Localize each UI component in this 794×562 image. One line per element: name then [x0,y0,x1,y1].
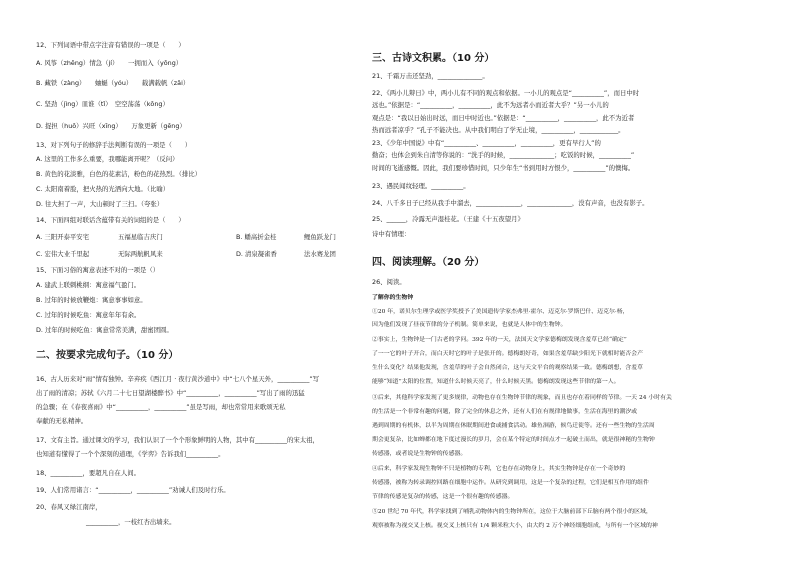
q18: 18、__________，要超凡自在人间。 [36,469,140,477]
q16-line-4: 奉献的无私精神。 [36,417,88,425]
q15-option-b: B. 过年的时候放鞭炮：寓意事事如意。 [36,296,147,304]
q14-option-b: B. 蟠高折金桂 [236,233,277,241]
passage-p3-line-3: 遇到周期的有机体，以半为周期在休眠期间进食或捕食活动。雄鱼洄游，候鸟迁徙等。还有一些生物的生活周 [372,423,655,429]
q20-line-2: __________，一枝红杏出墙来。 [86,518,176,526]
section-4-title: 四、阅读理解。（20 分） [372,257,485,268]
q16-line-2: 出了雨的清凉；苏轼《六月二十七日望湖楼醉书》中“__________，__________”写出了雨的迅猛 [36,389,305,397]
q26: 26、阅读。 [372,278,406,286]
q22-line-1: 22、《两小儿辩日》中，两小儿有不同的观点和依据。一小儿的观点是“__________”，而日中时 [372,89,640,97]
passage-p1-line-1: ①20 年，诺贝尔生理学或医学奖授予了美国遗传学家杰弗里·霍尔、迈克尔·罗斯巴什、迈克尔·杨， [372,309,629,315]
q13-option-b: B. 黄色的花淡雅，白色的花素洁，粉色的花热烈。（排比） [36,170,202,178]
q17-line-1: 17、文有主旨。通过课文的学习，我们认识了一个个形象鲜明的人物，其中有__________的宋太祖， [36,436,319,444]
passage-p1-line-2: 因为他们发现了昼夜节律的分子机制。简单来说，也就是人体中的生物钟。 [372,322,567,328]
passage-p2-line-4: 能够“知道”太阳的位置，知道什么时候天亮了，什么时候天黑。德梅朗发现这些节律的第一人。 [372,379,620,385]
q15-option-c: C. 过年的时候吃鱼：寓意年年有余。 [36,311,141,319]
passage-p3-line-4: 期会更复杂，比如蝉都在地下度过漫长的岁月，会在某个特定的时间点才一起破土而出，就是很神秘的生物钟 [372,437,655,443]
q15-stem: 15、下面习俗的寓意表述不对的一项是（） [36,266,160,274]
q13-option-a: A. 这里的工作多么重要，我哪能离开呢？（反问） [36,155,179,163]
passage-p2-line-2: 了一一它的叶子开合，而白天时它的叶子是张开的。德梅朗好奇，如果含羞草缺少阳光下就相时能否会产 [372,351,643,357]
left-column [36,0,366,562]
q14-option-d: D. 清泉凝雀香 [236,250,277,258]
q13-option-d: D. 往大担了一声，大山顿时了三扫。（夸张） [36,200,164,208]
q12-option-d: D. 捉担（huō）兴旺（xīng） 万象更新（gēng） [36,122,186,130]
q24: 24、八千多日子已经从我手中溜去，______________，______________，没有声音，也没有影子。 [372,199,649,207]
q22-line-7: 时间的飞逝感慨。因此，我们要珍惜时间，只少年生“书到用时方恨少，__________”的懊悔。 [372,164,635,172]
q14-stem: 14、下面四组对联话含蕴带有关的词组的是（ ） [36,216,185,224]
q12-option-b: B. 藏铁（zàng） 蚰蜒（yóu） 载满载帆（zǎi） [36,79,190,87]
q12-stem: 12、下列词语中带点字注音有错误的一项是（ ） [36,41,185,49]
passage-p3-line-2: 的生活是一个非常有趣的问题，除了完全的休息之外，还有人们在有规律地做事，生活在海里的潮汐或 [372,409,638,415]
passage-p4-line-1: ④后来，科学家发现生物钟不只是植物的专利，它也存在动物身上，其实生物钟是存在一个奇妙的 [372,466,626,472]
q17-line-2: 也知道有懂得了一个个深刻的道理，《学弈》告诉我们__________。 [36,450,225,458]
q15-option-d: D. 过年的时候吃鱼：寓意常常美满，甜蜜团圆。 [36,326,173,334]
q12-option-c: C. 坚劲（jìng）皿谁（tǐ） 空空荡荡（kōng） [36,100,169,108]
q23: 23、遇民闻纹轻理。__________。 [372,182,470,190]
q14-option-d-second: 法水赛龙团 [304,250,336,258]
q14-option-a: A. 三阳开泰平安宅 [36,233,90,241]
passage-p4-line-2: 传感器，被称为转录调控回路在细胞中运作。从研究到调用，这是一个复杂的过程，它们是相互作用的组件 [372,480,649,486]
passage-p5-line-1: ⑤20 世纪 70 年代，科学家找到了哺乳动物体内的生物钟所在，这位于大脑前部下丘脑有两个很小的区域， [372,509,652,515]
q22-line-5: 23、《少年中国说》中有“__________、__________，__________，更有早行人”的 [372,139,601,147]
q13-stem: 13、对下列句子的修辞手法判断有误的一项是（ ） [36,141,192,149]
q15-option-a: A. 建武上联刺桃纲：寓意福气盈门。 [36,281,141,289]
passage-p3-line-1: ③后来，其他科学家发现了更多规律，动物也存在生物钟节律的现象，而且也存在着同样的节律。一天 24 小时有关 [372,395,672,401]
q22-line-6: 勤奋；也体会到朱自清等你说的：“洗手的时候，______________；吃饭的时候，__________” [372,151,635,159]
q16-line-3: 的急骤；在《春夜喜雨》中“__________，__________”虽是写雨，却也常常用来歌颂无私 [36,403,286,411]
q14-option-c: C. 宏伟大业千里起 [36,250,90,258]
q22-line-4: 热而远者凉乎？”孔子不能决也。从中我们明白了学无止境，__________，____________。 [372,126,625,134]
q14-option-b-second: 鲤鱼跃龙门 [304,233,336,241]
q21: 21、千霜万击还坚劲，______________。 [372,72,489,80]
q16-line-1: 16、古人历来对“雨”情有独钟。辛弃疾《西江月 · 夜行黄沙道中》中“七八个星天外，__________”写 [36,375,320,383]
passage-title: 了解你的生物钟 [372,294,414,301]
passage-p4-line-3: 节律的传感是复杂的传感，这是一个很有趣的传感器。 [372,494,514,500]
section-3-title: 三、古诗文积累。（10 分） [372,53,495,64]
passage-p2-line-3: 生什么变化？结果他发现，含羞草的叶子会自然闭合，这与天文平台的观察结果一致。德梅朗想，含羞草 [372,365,643,371]
q22-line-2: 远也。”依据是：“__________，__________，此不为远者小而近者大乎？”另一小儿的 [372,101,609,109]
q25-note: 诗中有情理： [372,230,411,238]
right-column [372,0,764,562]
q13-option-c: C. 太阳南着脸，把火热的光洒向大地。（比喻） [36,185,170,193]
q25: 25、______，冷露无声湿桂花。（王建《十五夜望月》 [372,215,524,223]
passage-p2-line-1: ②事实上，生物钟是一门古老的学问。392 年的一天，法国天文学家德梅朗发现含羞草已经“确定” [372,337,627,343]
q19: 19、人们常用诸言：“__________，__________”劝诫人们及时行乐。 [36,486,230,494]
q14-option-c-second: 无际两航帆风来 [118,250,163,258]
passage-p5-line-2: 观察被称为视交叉上核。视交叉上核只有 1/4 颗米粒大小，由大约 2 万个神经细胞组成，与所有一个区域的神 [372,523,658,529]
q20-line-1: 20、春风又绿江南岸， [36,503,102,511]
passage-p3-line-5: 传感器，或者说是生物钟的传感器。 [372,451,467,457]
q14-option-a-second: 五福星临吉庆门 [118,233,163,241]
section-2-title: 二、按要求完成句子。（10 分） [36,350,179,361]
q12-option-a: A. 风筝（zhēng）情急（jí） 一拥而入（yōng） [36,59,183,67]
q22-line-3: 观点是：“我以日始出时远，而日中时近也。”依据是：“__________，__________，此不为近者 [372,114,635,122]
